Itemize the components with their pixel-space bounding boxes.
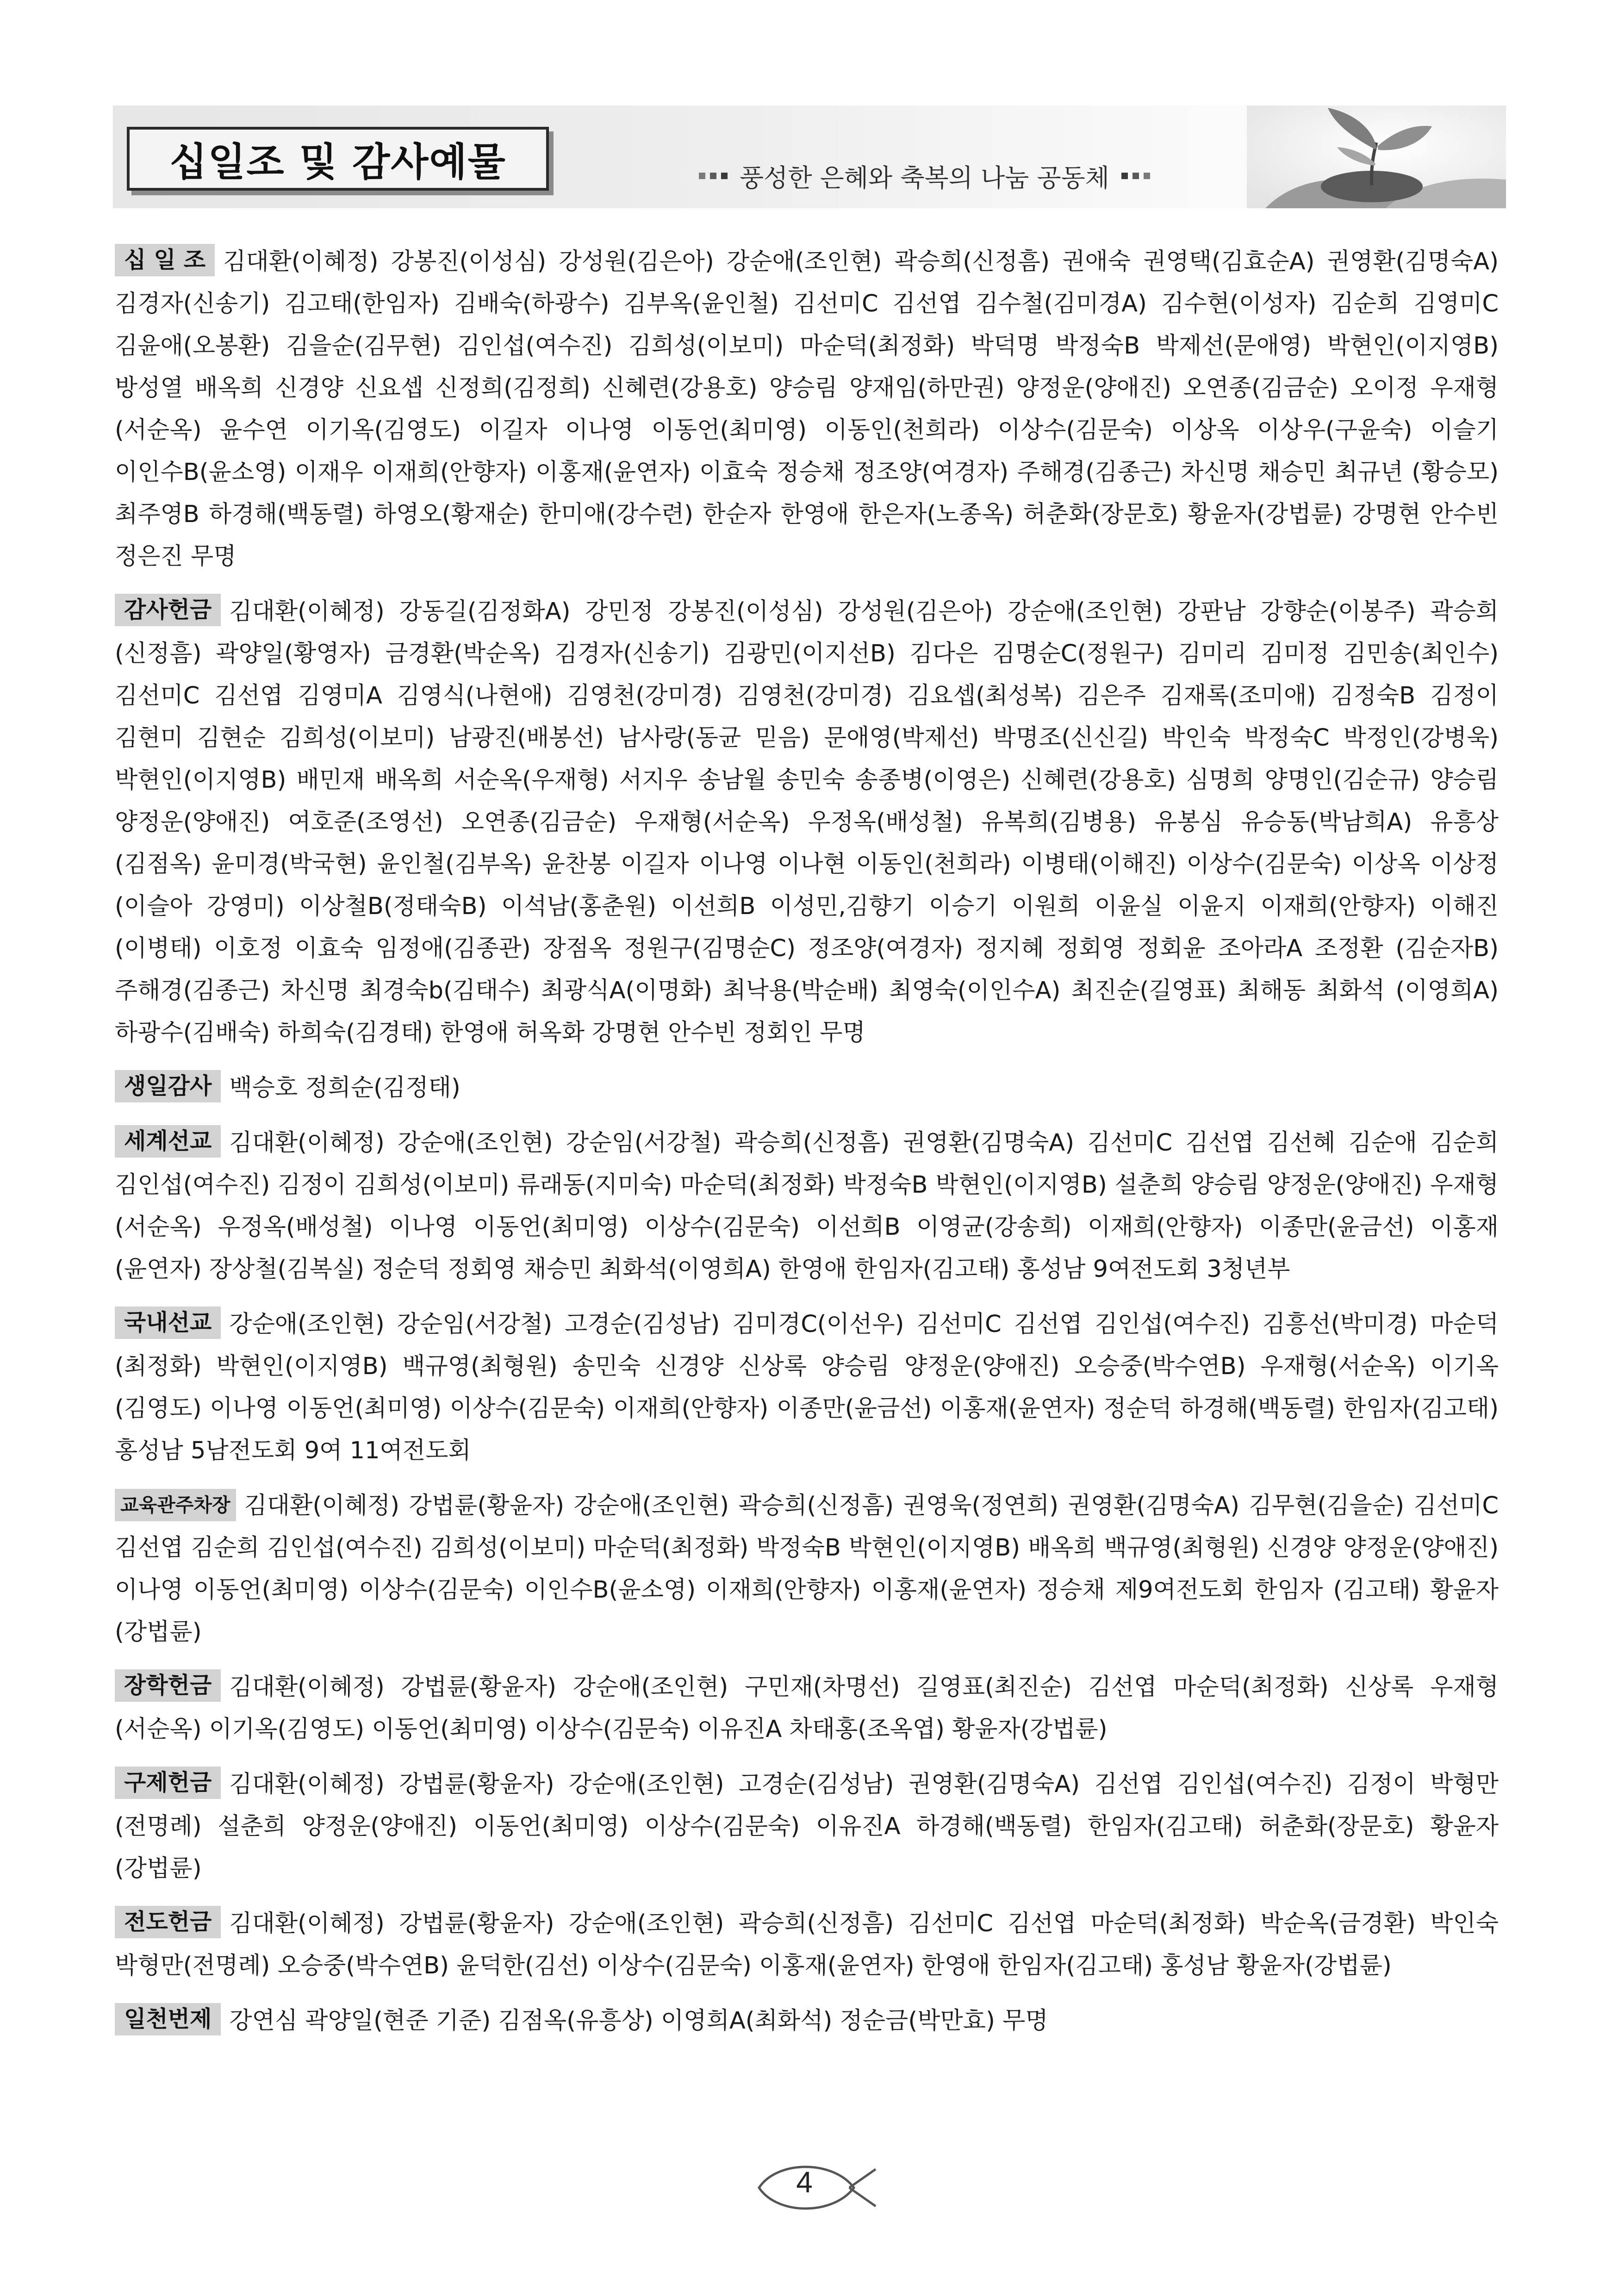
- donor-names: 김대환(이혜정) 강법륜(황윤자) 강순애(조인현) 곽승희(신정흠) 김선미C 김선엽 마순덕(최정화) 박순옥(금경환) 박인숙 박형만(전명례) 오승중(박수연B) 윤덕한(김선) 이상수(김문숙) 이홍재(윤연자) 한영애 한임자(김고태) 홍성남 황윤자(강법륜): [115, 1910, 1499, 1979]
- donor-names: 강연심 곽양일(현준 기준) 김점옥(유흥상) 이영희A(최화석) 정순금(박만효) 무명: [229, 2007, 1048, 2035]
- section-thanksgiving: [115, 591, 1499, 1054]
- section-label: 구제헌금: [115, 1767, 221, 1799]
- donor-names: 김대환(이혜정) 강법륜(황윤자) 강순애(조인현) 구민재(차명선) 길영표(최진순) 김선엽 마순덕(최정화) 신상록 우재형 (서순옥) 이기옥(김영도) 이동언(최미영) 이상수(김문숙) 이유진A 차태홍(조옥엽) 황윤자(강법륜): [115, 1674, 1499, 1743]
- donor-names: 김대환(이혜정) 강순애(조인현) 강순임(서강철) 곽승희(신정흠) 권영환(김명숙A) 김선미C 김선엽 김선혜 김순애 김순희 김인섭(여수진) 김정이 김희성(이보미) 류래동(지미숙) 마순덕(최정화) 박정숙B 박현인(이지영B) 설춘희 양승림 양정운(양애진) 우재형(서순옥) 우정옥(배성철) 이나영 이동언(최미영) 이상수(김문숙) 이선희B 이영균(강송희) 이재희(안향자) 이종만(윤금선) 이홍재(윤연자) 장상철(김복실) 정순덕 정회영 채승민 최화석(이영희A) 한영애 한임자(김고태) 홍성남 9여전도회 3청년부: [115, 1129, 1499, 1283]
- section-label: 국내선교: [115, 1307, 221, 1339]
- square-bullets-left-icon: [699, 173, 732, 179]
- donor-names: 김대환(이혜정) 강동길(김정화A) 강민정 강봉진(이성심) 강성원(김은아) 강순애(조인현) 강판남 강향순(이봉주) 곽승희 (신정흠) 곽양일(황영자) 금경환(박순옥) 김경자(신송기) 김광민(이지선B) 김다은 김명순C(정원구) 김미리 김미정 김민송(최인수) 김선미C 김선엽 김영미A 김영식(나현애) 김영천(강미경) 김영천(강미경) 김요셉(최성복) 김은주 김재록(조미애) 김정숙B 김정이 김현미 김현순 김희성(이보미) 남광진(배봉선) 남사랑(동균 믿음) 문애영(박제선) 박명조(신신길) 박인숙 박정숙C 박정인(강병욱) 박현인(이지영B) 배민재 배옥희 서순옥(우재형) 서지우 송남월 송민숙 송종병(이영은) 신혜련(강용호) 심명희 양명인(김순규) 양승림 양정운(양애진) 여호준(조영선) 오연종(김금순) 우재형(서순옥) 우정옥(배성철) 유복희(김병용) 유봉심 유승동(박남희A) 유흥상 (김점옥) 윤미경(박국현) 윤인철(김부옥) 윤찬봉 이길자 이나영 이나현 이동인(천희라) 이병태(이해진) 이상수(김문숙) 이상옥 이상정(이슬아 강영미) 이상철B(정태숙B) 이석남(홍춘원) 이선희B 이성민,김향기 이승기 이원희 이윤실 이윤지 이재희(안향자) 이해진(이병태) 이호정 이효숙 임정애(김종관) 장점옥 정원구(김명순C) 정조양(여경자) 정지혜 정회영 정회윤 조아라A 조정환 (김순자B) 주해경(김종근) 차신명 최경숙b(김태수) 최광식A(이명화) 최낙용(박순배) 최영숙(이인수A) 최진순(길영표) 최해동 최화석 (이영희A) 하광수(김배숙) 하희숙(김경태) 한영애 허옥화 강명현 안수빈 정회인 무명: [115, 598, 1499, 1046]
- offering-list: [115, 241, 1499, 2055]
- section-label: 일천번제: [115, 2003, 221, 2035]
- donor-names: 백승호 정희순(김정태): [229, 1074, 461, 1101]
- donor-names: 강순애(조인현) 강순임(서강철) 고경순(김성남) 김미경C(이선우) 김선미C 김선엽 김인섭(여수진) 김흥선(박미경) 마순덕(최정화) 박현인(이지영B) 백규영(최형원) 송민숙 신경양 신상록 양승림 양정운(양애진) 오승중(박수연B) 우재형(서순옥) 이기옥(김영도) 이나영 이동언(최미영) 이상수(김문숙) 이재희(안향자) 이종만(윤금선) 이홍재(윤연자) 정순덕 하경해(백동렬) 한임자(김고태) 홍성남 5남전도회 9여 11여전도회: [115, 1311, 1499, 1464]
- square-bullets-right-icon: [1121, 173, 1155, 179]
- donor-names: 김대환(이혜정) 강봉진(이성심) 강성원(김은아) 강순애(조인현) 곽승희(신정흠) 권애숙 권영택(김효순A) 권영환(김명숙A) 김경자(신송기) 김고태(한임자) 김배숙(하광수) 김부옥(윤인철) 김선미C 김선엽 김수철(김미경A) 김수현(이성자) 김순희 김영미C 김윤애(오봉환) 김을순(김무현) 김인섭(여수진) 김희성(이보미) 마순덕(최정화) 박덕명 박정숙B 박제선(문애영) 박현인(이지영B) 방성열 배옥희 신경양 신요셉 신정희(김정희) 신혜련(강용호) 양승림 양재임(하만권) 양정운(양애진) 오연종(김금순) 오이정 우재형 (서순옥) 윤수연 이기옥(김영도) 이길자 이나영 이동언(최미영) 이동인(천희라) 이상수(김문숙) 이상옥 이상우(구윤숙) 이슬기 이인수B(윤소영) 이재우 이재희(안향자) 이홍재(윤연자) 이효숙 정승채 정조양(여경자) 주해경(김종근) 차신명 채승민 최규년 (황승모) 최주영B 하경해(백동렬) 하영오(황재순) 한미애(강수련) 한순자 한영애 한은자(노종옥) 허춘화(장문호) 황윤자(강법륜) 강명현 안수빈 정은진 무명: [115, 248, 1499, 570]
- hands-with-sprout-illustration: [1247, 106, 1506, 208]
- section-world-mission: [115, 1122, 1499, 1290]
- section-relief: [115, 1763, 1499, 1890]
- section-label: 장학헌금: [115, 1669, 221, 1702]
- section-label: 감사헌금: [115, 594, 221, 626]
- donor-names: 김대환(이혜정) 강법륜(황윤자) 강순애(조인현) 곽승희(신정흠) 권영욱(정연희) 권영환(김명숙A) 김무현(김을순) 김선미C 김선엽 김순희 김인섭(여수진) 김희성(이보미) 마순덕(최정화) 박정숙B 박현인(이지영B) 배옥희 백규영(최형원) 신경양 양정운(양애진) 이나영 이동언(최미영) 이상수(김문숙) 이인수B(윤소영) 이재희(안향자) 이홍재(윤연자) 정승채 제9여전도회 한임자 (김고태) 황윤자(강법륜): [115, 1492, 1499, 1646]
- page-number: 4: [796, 2165, 813, 2199]
- section-domestic-mission: [115, 1303, 1499, 1472]
- page-title: 십일조 및 감사예물: [169, 139, 506, 185]
- section-tithe: [115, 241, 1499, 578]
- section-scholarship: [115, 1666, 1499, 1750]
- subtitle: [699, 157, 1155, 194]
- section-education-parking: [115, 1485, 1499, 1653]
- title-box: [127, 127, 549, 191]
- section-label: 십 일 조: [115, 244, 215, 276]
- section-label: 전도헌금: [115, 1906, 221, 1938]
- section-birthday-thanks: [115, 1067, 1499, 1109]
- section-evangelism: [115, 1903, 1499, 1987]
- subtitle-text: 풍성한 은혜와 축복의 나눔 공동체: [740, 163, 1109, 193]
- donor-names: 김대환(이혜정) 강법륜(황윤자) 강순애(조인현) 고경순(김성남) 권영환(김명숙A) 김선엽 김인섭(여수진) 김정이 박형만 (전명례) 설춘희 양정운(양애진) 이동언(최미영) 이상수(김문숙) 이유진A 하경해(백동렬) 한임자(김고태) 허춘화(장문호) 황윤자 (강법륜): [115, 1771, 1499, 1882]
- section-label: 생일감사: [115, 1070, 221, 1102]
- section-label: 세계선교: [115, 1125, 221, 1157]
- page-header: [113, 106, 1506, 208]
- section-thousand-offerings: [115, 2000, 1499, 2042]
- section-label: 교육관주차장: [115, 1489, 236, 1521]
- page-number-badge: [754, 2158, 879, 2218]
